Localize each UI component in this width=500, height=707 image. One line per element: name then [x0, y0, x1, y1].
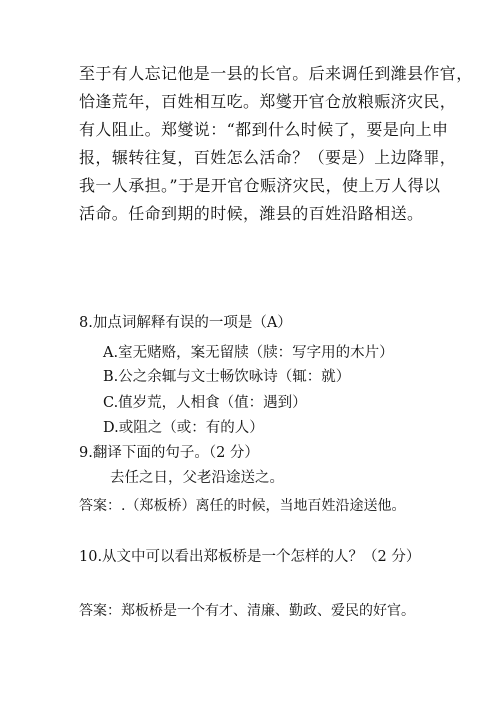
question-8-option-b: B.公之余辄与文士畅饮咏诗（辄：就）: [103, 369, 351, 385]
question-10-stem: 10.从文中可以看出郑板桥是一个怎样的人？（2 分）: [79, 549, 421, 565]
passage-line: 活命。任命到期的时候，潍县的百姓沿路相送。: [79, 204, 424, 223]
question-8-option-d: D.或阻之（或：有的人）: [103, 420, 264, 436]
passage-line: 报，辗转往复，百姓怎么活命？（要是）上边降罪，: [79, 148, 457, 167]
passage-paragraph: [79, 60, 473, 228]
question-10-answer: 答案：郑板桥是一个有才、清廉、勤政、爱民的好官。: [79, 603, 415, 619]
question-9-answer: 答案：.（郑板桥）离任的时候，当地百姓沿途送他。: [79, 498, 406, 514]
passage-line: 有人阻止。郑燮说：“都到什么时候了，要是向上申: [79, 120, 449, 139]
question-8-option-a: A.室无赌赂，案无留牍（牍：写字用的木片）: [103, 345, 394, 361]
question-9-stem: 9.翻译下面的句子。（2 分）: [79, 445, 259, 461]
question-8-stem: 8.加点词解释有误的一项是（A）: [79, 315, 292, 331]
question-9-sentence: 去任之日，父老沿途送之。: [110, 470, 284, 486]
passage-line: 恰逢荒年，百姓相互吃。郑燮开官仓放粮赈济灾民，: [79, 92, 457, 111]
question-8-option-c: C.值岁荒，人相食（值：遇到）: [103, 395, 307, 411]
passage-line: 至于有人忘记他是一县的长官。后来调任到潍县作官，: [79, 64, 473, 83]
passage-line: 我一人承担。”于是开官仓赈济灾民，使上万人得以: [79, 176, 441, 195]
